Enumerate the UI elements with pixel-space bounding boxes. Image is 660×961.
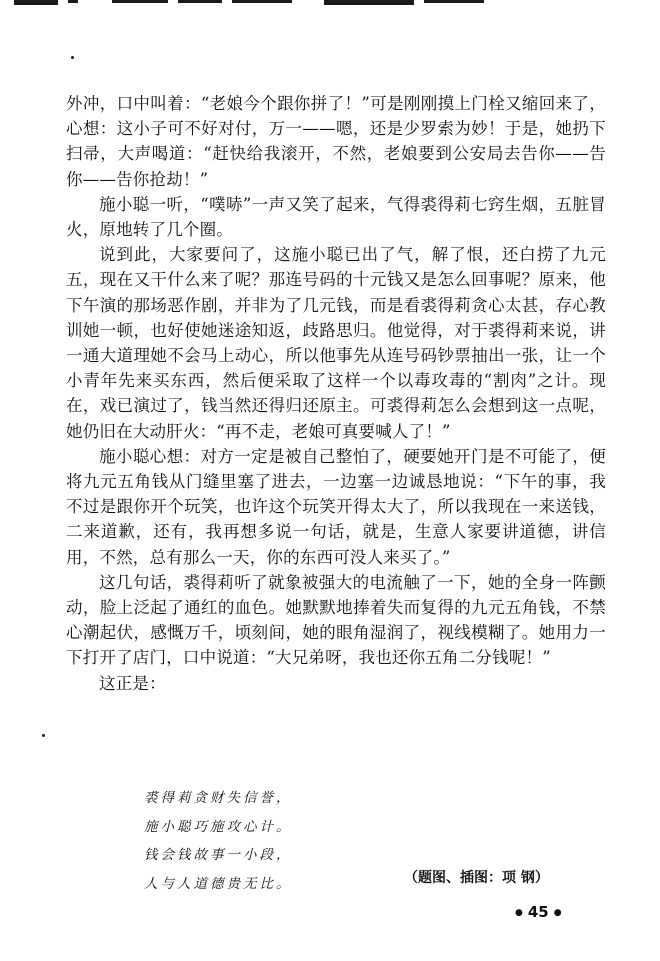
poem-line: 人与人道德贵无比。 bbox=[144, 875, 293, 892]
article-body bbox=[66, 91, 606, 696]
illustration-credit: （题图、插图：项 钢） bbox=[404, 870, 549, 886]
scan-top-edge bbox=[0, 0, 660, 6]
paragraph: 外冲，口中叫着：“老娘今个跟你拼了！”可是刚刚摸上门栓又缩回来了，心想：这小子可不好对付，万一——嗯，还是少罗索为妙！于是，她扔下扫帚，大声喝道：“赶快给我滚开，不然，老娘要到公安局去告你——告你——告你抢劫！” bbox=[66, 94, 606, 189]
page-number-value: 45 bbox=[527, 903, 549, 921]
scan-speck bbox=[71, 56, 74, 59]
paragraph: 说到此，大家要问了，这施小聪已出了气，解了恨，还白捞了九元五，现在又干什么来了呢？那连号码的十元钱又是怎么回事呢？原来，他下午演的那场恶作剧，并非为了几元钱，而是看裘得莉贪心太甚，存心教训她一顿，也好使她迷途知返，歧路思归。他觉得，对于裘得莉来说，讲一通大道理她不会马上动心，所以他事先从连号码钞票抽出一张，让一个小青年先来买东西，然后便采取了这样一个以毒攻毒的“割肉”之计。现在，戏已演过了，钱当然还得归还原主。可裘得莉怎么会想到这一点呢，她仍旧在大动肝火：“再不走，老娘可真要喊人了！” bbox=[66, 245, 606, 441]
paragraph: 施小聪心想：对方一定是被自己整怕了，硬要她开门是不可能了，便将九元五角钱从门缝里塞了进去，一边塞一边诚恳地说：“下午的事，我不过是跟你开个玩笑，也许这个玩笑开得太大了，所以我现在一来送钱，二来道歉，还有，我再想多说一句话，就是，生意人家要讲道德，讲信用，不然，总有那么一天，你的东西可没人来买了。” bbox=[66, 446, 606, 567]
paragraph: 施小聪一听，“噗哧”一声又笑了起来，气得裘得莉七窍生烟，五脏冒火，原地转了几个圈。 bbox=[66, 194, 606, 240]
poem-line: 施小聪巧施攻心计。 bbox=[144, 818, 293, 835]
paragraph: 这几句话，裘得莉听了就象被强大的电流触了一下，她的全身一阵颤动，脸上泛起了通红的血色。她默默地捧着失而复得的九元五角钱，不禁心潮起伏，感慨万千，顷刻间，她的眼角湿润了，视线模糊了。她用力一下打开了店门，口中说道：“大兄弟呀，我也还你五角二分钱呢！” bbox=[66, 572, 606, 668]
poem-line: 钱会钱故事一小段， bbox=[144, 847, 293, 863]
bullet-icon: ● bbox=[515, 907, 523, 918]
paragraph: 这正是： bbox=[99, 673, 166, 693]
poem-line: 裘得莉贪财失信誉， bbox=[144, 790, 293, 806]
page-number bbox=[510, 903, 567, 921]
closing-poem bbox=[144, 784, 293, 898]
bullet-icon: ● bbox=[553, 907, 562, 918]
scan-speck bbox=[42, 734, 45, 737]
